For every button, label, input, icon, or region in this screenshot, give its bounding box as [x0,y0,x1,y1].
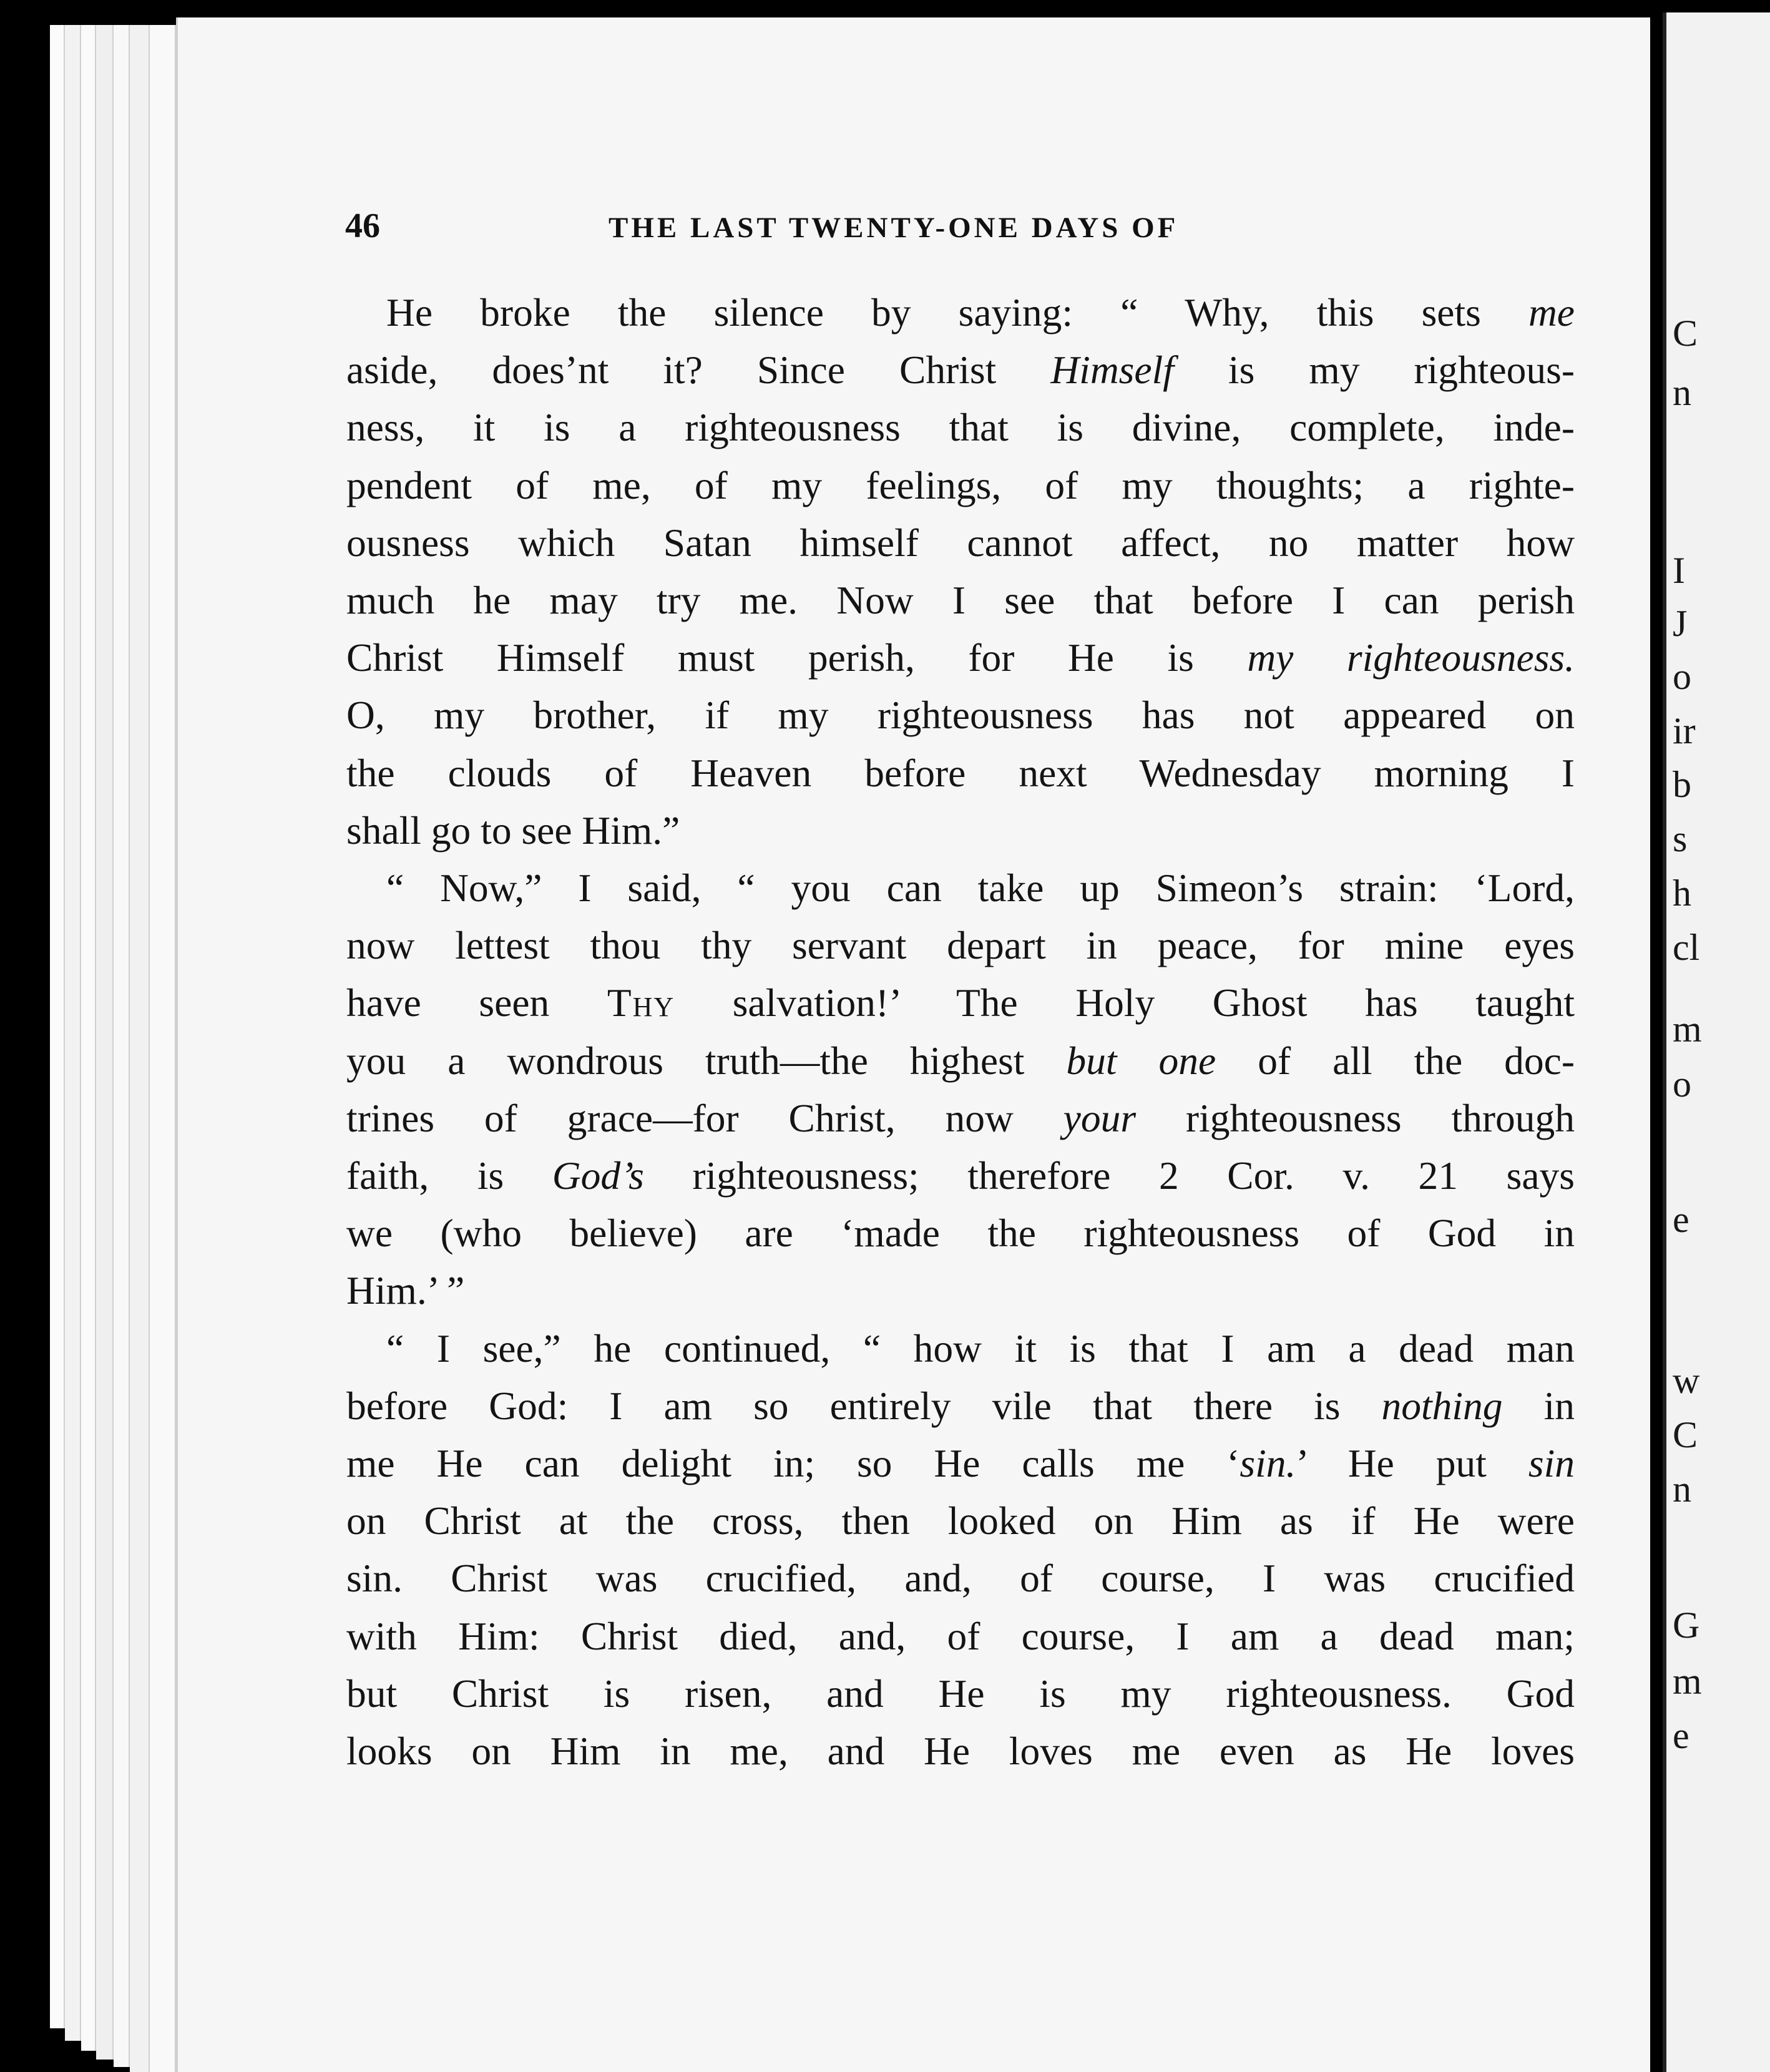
running-title: THE LAST TWENTY-ONE DAYS OF [609,212,1179,244]
text-span: sin. Christ was crucified, and, of course, I was crucified [346,1556,1575,1601]
text-span: on Christ at the cross, then looked on Him as if He were [346,1498,1575,1543]
text-line [346,917,1575,974]
italic-span: but one [1066,1038,1216,1083]
page-edge [130,25,150,2072]
facing-page-fragment: s [1673,818,1688,859]
facing-page-fragment: C [1673,313,1698,354]
italic-span: God’s [552,1153,644,1198]
text-span: “ Now,” I said, “ you can take up Simeon’s strain: ‘Lord, [386,866,1575,911]
text-span: is my righteous- [1173,348,1575,393]
text-span: Thy [607,980,675,1025]
text-span: looks on Him in me, and He loves me even as He loves [346,1729,1575,1774]
text-line [346,1608,1575,1665]
text-line [346,572,1575,629]
text-span: faith, is [346,1153,552,1198]
text-line [346,341,1575,399]
facing-page-fragment: b [1673,764,1691,805]
text-line [346,457,1575,514]
text-span: Him.’ ” [346,1268,465,1313]
page-edge [50,25,65,2028]
text-line [346,687,1575,744]
text-line [346,1090,1575,1147]
italic-span: sin [1528,1441,1575,1486]
text-span: you a wondrous truth—the highest [346,1038,1067,1083]
facing-page-fragment: C [1673,1414,1698,1455]
page-edge [65,25,81,2041]
facing-page-fragment: e [1673,1199,1689,1240]
text-line [346,974,1575,1032]
facing-page-fragment: o [1673,1063,1691,1105]
facing-page-fragment: G [1673,1605,1700,1646]
text-line [346,399,1575,456]
text-span: ness, it is a righteousness that is divine, complete, inde- [346,405,1575,450]
facing-page-fragment: J [1673,603,1688,644]
page-number: 46 [345,207,380,245]
facing-page-fragment: cl [1673,927,1700,968]
text-line [346,1723,1575,1780]
page-edge [114,25,130,2067]
text-line [346,1205,1575,1262]
text-line [346,1147,1575,1205]
facing-page-fragment: w [1673,1360,1700,1401]
text-span: salvation!’ The Holy Ghost has taught [675,980,1575,1025]
text-span: in [1502,1383,1575,1428]
text-span: shall go to see Him.” [346,808,680,853]
text-span: with Him: Christ died, and, of course, I am a dead man; [346,1613,1575,1658]
text-line [346,629,1575,687]
italic-span: sin. [1239,1441,1296,1486]
page-edge [81,25,96,2051]
book-page [176,17,1652,2072]
text-span: O, my brother, if my righteousness has not appeared on [346,693,1575,738]
running-head [178,206,1652,256]
text-span: righteousness; therefore 2 Cor. v. 21 says [643,1153,1575,1198]
facing-page-fragment: n [1673,372,1691,413]
text-span: me He can delight in; so He calls me ‘ [346,1441,1240,1486]
italic-span: your [1063,1095,1137,1140]
text-span: righteousness through [1136,1095,1575,1140]
text-line [346,514,1575,572]
facing-page-fragment: m [1673,1661,1702,1702]
page-edge [150,25,176,2072]
text-line [346,1032,1575,1090]
text-span: He broke the silence by saying: “ Why, this sets [386,290,1528,335]
text-span: ousness which Satan himself cannot affect, no matter how [346,520,1575,565]
text-line [346,1320,1575,1377]
facing-page-fragment: o [1673,656,1691,697]
text-line [346,1492,1575,1550]
facing-page-fragment: I [1673,550,1685,591]
text-span: “ I see,” he continued, “ how it is that I am a dead man [386,1326,1575,1371]
text-span: much he may try me. Now I see that before I can perish [346,578,1575,623]
text-line [346,284,1575,341]
text-line [346,802,1575,859]
facing-page-fragment: h [1673,872,1691,914]
facing-page-fragment: n [1673,1468,1691,1510]
italic-span: me [1528,290,1575,335]
text-span: pendent of me, of my feelings, of my thoughts; a righte- [346,462,1575,507]
text-line [346,1262,1575,1319]
text-span: we (who believe) are ‘made the righteousness of God in [346,1211,1575,1256]
italic-span: nothing [1381,1383,1503,1428]
text-line [346,1550,1575,1607]
text-span: Christ Himself must perish, for He is [346,635,1248,680]
text-line [346,859,1575,917]
text-span: ’ He put [1296,1441,1528,1486]
text-span: before God: I am so entirely vile that there is [346,1383,1382,1428]
page-edge [96,25,114,2060]
text-span: the clouds of Heaven before next Wednesday morning I [346,750,1575,795]
text-line [346,1435,1575,1492]
facing-page-edge [1663,12,1770,2072]
italic-span: Himself [1050,348,1174,393]
text-span: trines of grace—for Christ, now [346,1095,1063,1140]
italic-span: my righteousness. [1247,635,1575,680]
text-span: but Christ is risen, and He is my righteousness. God [346,1671,1575,1716]
text-line [346,1665,1575,1723]
book-gutter [1650,0,1663,2072]
facing-page-fragment: e [1673,1715,1689,1756]
facing-page-fragment: m [1673,1009,1702,1050]
text-span: have seen [346,980,607,1025]
text-line [346,1377,1575,1435]
text-span: now lettest thou thy servant depart in peace, for mine eyes [346,923,1575,968]
facing-page-fragment: ir [1673,710,1696,751]
text-span: aside, does’nt it? Since Christ [346,348,1051,393]
body-text [346,284,1575,1780]
text-line [346,745,1575,802]
text-span: of all the doc- [1216,1038,1575,1083]
